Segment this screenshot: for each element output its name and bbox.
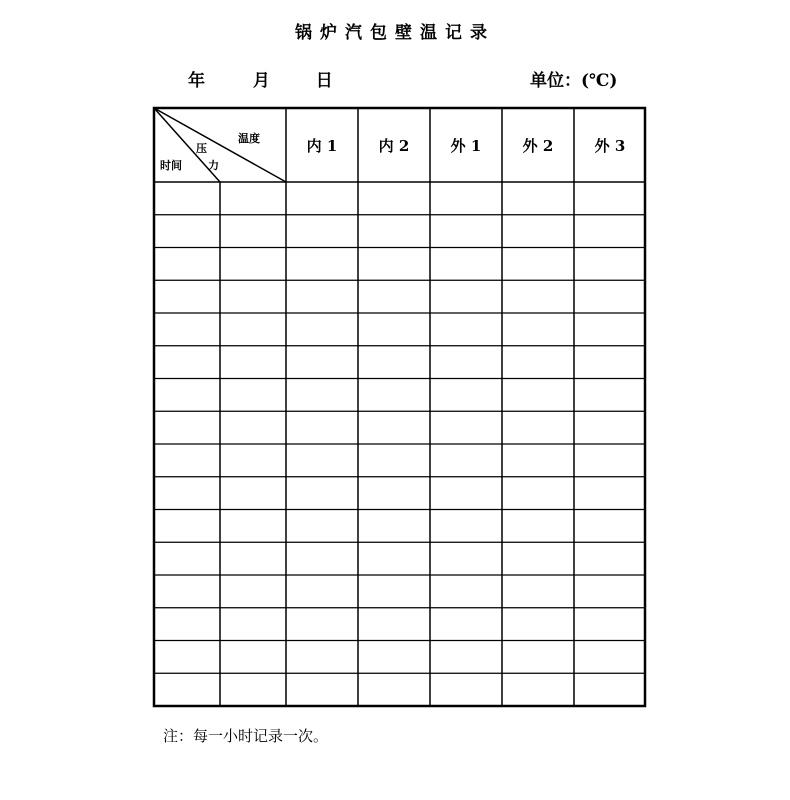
month-label: 月 <box>252 71 270 91</box>
year-label: 年 <box>188 71 205 91</box>
corner-temperature-label: 温度 <box>238 132 260 145</box>
corner-pressure-label-1: 压 <box>196 142 207 155</box>
column-header-outer-1: 外 1 <box>450 137 482 155</box>
footnote: 注：每一小时记录一次。 <box>163 727 329 745</box>
unit-label: 单位：(℃) <box>530 71 618 91</box>
table-border <box>154 108 645 706</box>
column-header-inner-1: 内 1 <box>306 137 338 155</box>
column-header-outer-3: 外 3 <box>594 137 626 155</box>
column-header-outer-2: 外 2 <box>522 137 554 155</box>
corner-time-label: 时间 <box>160 159 182 172</box>
page-title: 锅炉汽包壁温记录 <box>295 23 495 43</box>
column-header-inner-2: 内 2 <box>378 137 410 155</box>
day-label: 日 <box>315 71 333 91</box>
corner-pressure-label-2: 力 <box>208 159 219 172</box>
